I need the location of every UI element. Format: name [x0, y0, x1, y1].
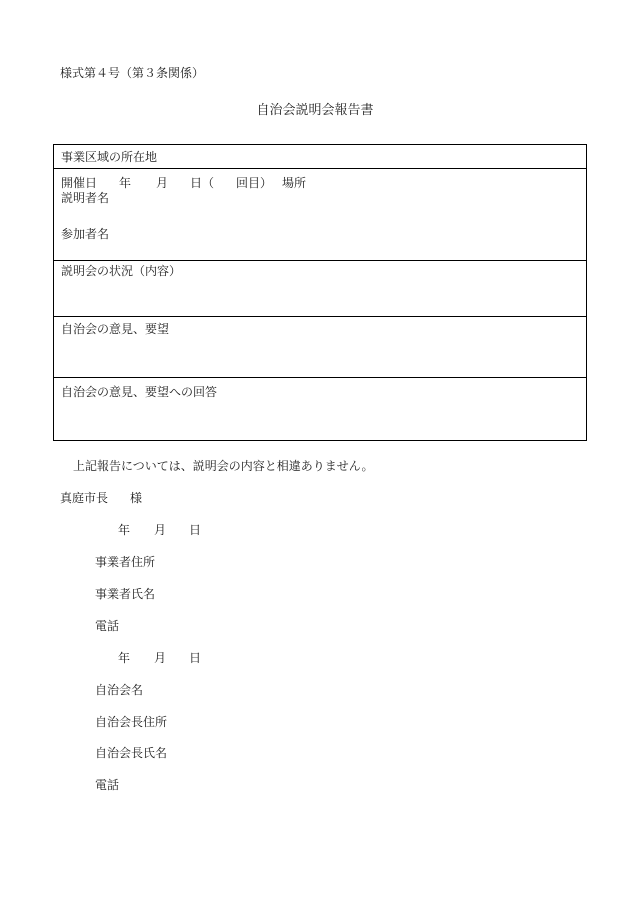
- business-address-label: 事業者住所: [95, 555, 156, 569]
- association-chief-address-label: 自治会長住所: [95, 715, 168, 729]
- addressee-honorific: 様: [130, 491, 143, 505]
- association-month-label: 月: [154, 651, 167, 665]
- explainer-label: 説明者名: [61, 191, 110, 205]
- document-title: 自治会説明会報告書: [256, 103, 374, 118]
- association-phone-label: 電話: [95, 778, 120, 792]
- form-number-label: 様式第４号（第３条関係）: [60, 66, 205, 80]
- status-row: [54, 260, 586, 317]
- association-year-label: 年: [118, 651, 131, 665]
- held-day-label: 日（: [190, 176, 215, 190]
- held-place-label: 場所: [282, 176, 307, 190]
- held-month-label: 月: [156, 176, 169, 190]
- business-name-label: 事業者氏名: [95, 587, 156, 601]
- meeting-info-row: [54, 168, 586, 261]
- reply-row: [54, 377, 586, 441]
- opinion-row: [54, 316, 586, 378]
- attendee-label: 参加者名: [61, 227, 110, 241]
- business-phone-label: 電話: [95, 619, 120, 633]
- held-date-label: 開催日: [61, 176, 98, 190]
- location-label: 事業区域の所在地: [61, 150, 158, 164]
- business-year-label: 年: [118, 523, 131, 537]
- association-chief-name-label: 自治会長氏名: [95, 746, 168, 760]
- location-row: [54, 145, 586, 168]
- business-month-label: 月: [154, 523, 167, 537]
- report-table: [53, 144, 587, 441]
- reply-label: 自治会の意見、要望への回答: [61, 385, 218, 399]
- business-day-label: 日: [189, 523, 202, 537]
- association-name-label: 自治会名: [95, 683, 144, 697]
- addressee-name: 真庭市長: [60, 491, 109, 505]
- held-times-label: 回目）: [236, 176, 273, 190]
- association-day-label: 日: [189, 651, 202, 665]
- declaration-text: 上記報告については、説明会の内容と相違ありません。: [73, 459, 374, 473]
- opinion-label: 自治会の意見、要望: [61, 322, 170, 336]
- status-label: 説明会の状況（内容）: [61, 264, 182, 278]
- held-year-label: 年: [119, 176, 132, 190]
